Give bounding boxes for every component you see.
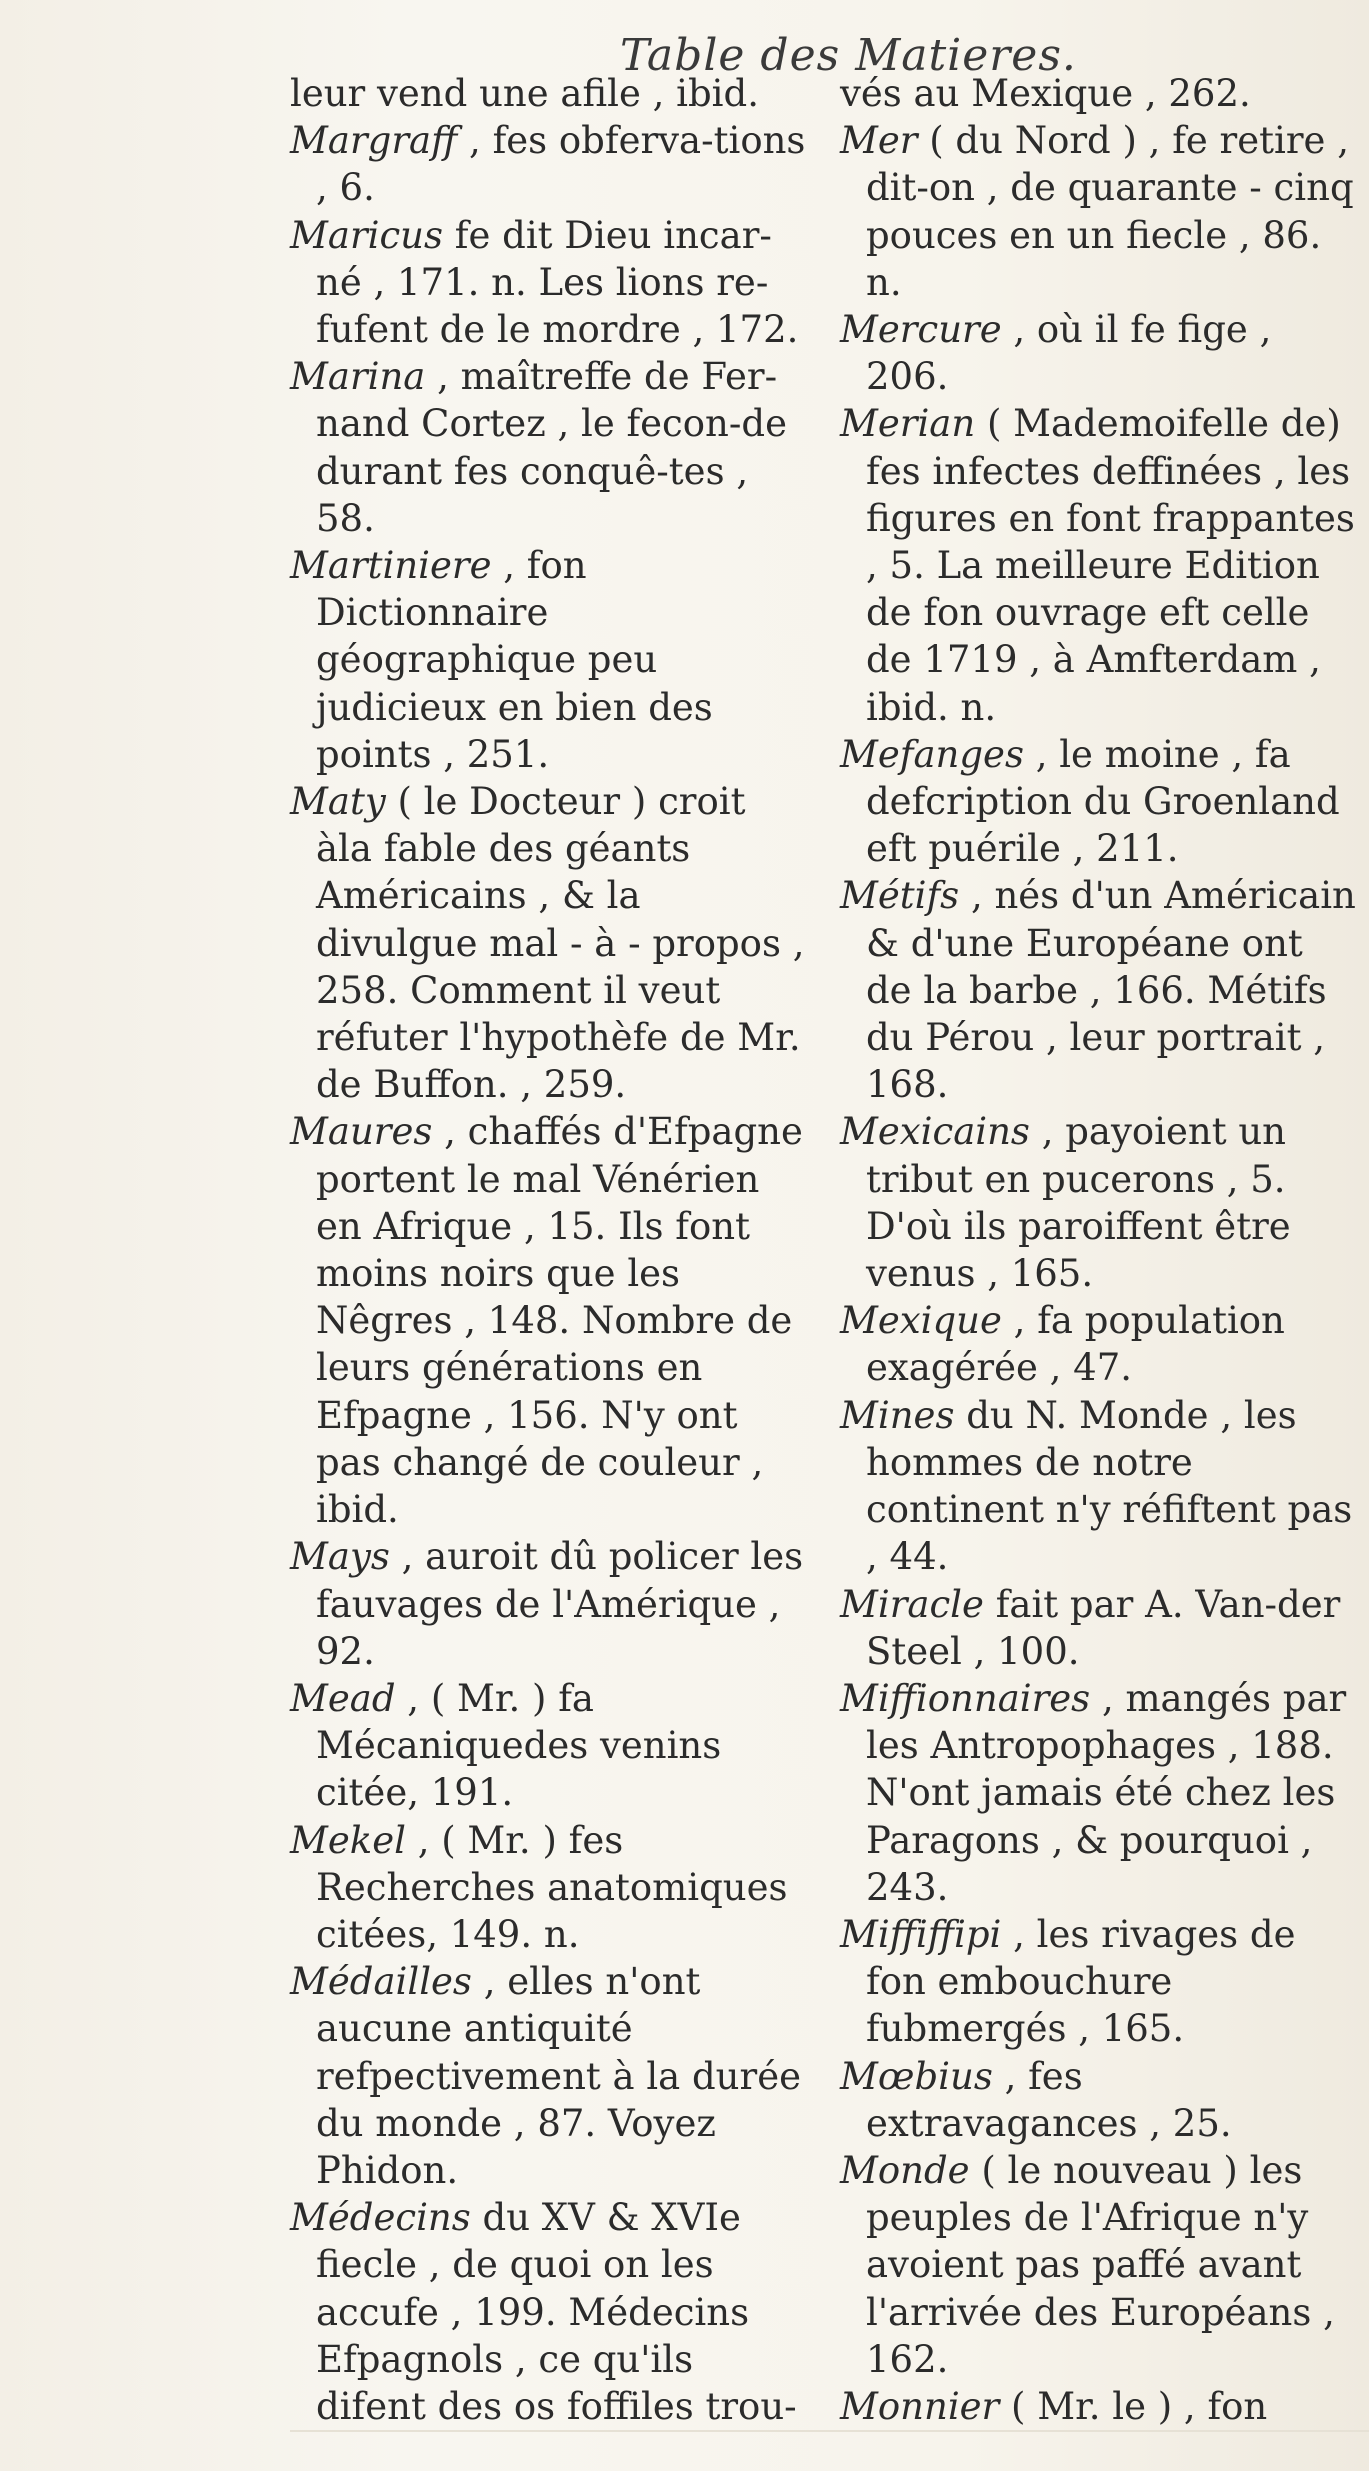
entry-text: ( le Docteur ) croit àla fable des géants Américains , & la divulgue mal - à - propos , 258. Comment il veut réfuter l'hypothèfe de Mr. de Buffon. , 259. [316, 780, 805, 1107]
entry-keyword: Métifs [840, 874, 960, 918]
entry-keyword: Médailles [290, 1960, 472, 2004]
entry-text: , fon Dictionnaire géographique peu judicieux en bien des points , 251. [316, 544, 713, 776]
index-entry [840, 731, 1360, 873]
entry-text: , nés d'un Américain & d'une Européane ont de la barbe , 166. Métifs du Pérou , leur portrait , 168. [866, 874, 1356, 1107]
entry-text: , fes extravagances , 25. [866, 2054, 1232, 2145]
index-entry [840, 117, 1360, 306]
entry-text: , ( Mr. ) fes Recherches anatomiques citées, 149. n. [316, 1818, 788, 1956]
index-entry [840, 1392, 1360, 1581]
entry-keyword: Médecins [290, 2196, 471, 2240]
entry-keyword: Margraff [290, 119, 458, 163]
entry-text: vés au Mexique , 262. [840, 72, 1251, 115]
entry-text: , maîtreffe de Fer-nand Cortez , le fecon-de durant fes conquê-tes , 58. [316, 355, 787, 540]
entry-text: , ( Mr. ) fa Mécaniquedes venins citée, 191. [316, 1676, 722, 1815]
page-header: Table des Matieres. [620, 30, 1077, 81]
index-entry [290, 1675, 810, 1817]
index-entry [290, 1958, 810, 2194]
entry-keyword: Mefanges [840, 732, 1024, 776]
entry-text: ( le nouveau ) les peuples de l'Afrique n'y avoient pas paffé avant l'arrivée des Européans , 162. [866, 2148, 1335, 2381]
entry-text: du XV & XVIe fiecle , de quoi on les accufe , 199. Médecins Efpagnols , ce qu'ils difent des os foffiles trou- [316, 2196, 797, 2428]
left-column [290, 70, 810, 2430]
index-entry [840, 1675, 1360, 1911]
index-entry [290, 778, 810, 1108]
entry-keyword: Mead [290, 1676, 396, 1720]
entry-text: ( Mr. le ) , fon [1011, 2384, 1268, 2428]
entry-keyword: Maures [290, 1110, 433, 1154]
entry-text: fe dit Dieu incar-né , 171. n. Les lions re-fufent de le mordre , 172. [316, 213, 799, 352]
index-entry [290, 542, 810, 778]
entry-keyword: Miffiffipi [840, 1912, 1002, 1956]
entry-keyword: Mines [840, 1393, 955, 1437]
entry-text: , mangés par les Antropophages , 188. N'ont jamais été chez les Paragons , & pourquoi , 243. [866, 1676, 1347, 1909]
entry-keyword: Monde [840, 2148, 970, 2192]
entry-text: , elles n'ont aucune antiquité refpectivement à la durée du monde , 87. Voyez Phidon. [316, 1960, 801, 2192]
entry-text: , les rivages de fon embouchure fubmergés , 165. [866, 1912, 1296, 2051]
index-entry [840, 400, 1360, 730]
index-entry [290, 212, 810, 354]
entry-keyword: Mexicains [840, 1110, 1030, 1154]
entry-text: du N. Monde , les hommes de notre continent n'y réfiftent pas , 44. [866, 1393, 1353, 1579]
entry-text: , fa population exagérée , 47. [866, 1299, 1285, 1390]
right-column [840, 70, 1360, 2430]
index-entry [840, 70, 1360, 117]
entry-keyword: Miffionnaires [840, 1676, 1091, 1720]
index-entry [840, 2383, 1360, 2430]
entry-keyword: Mœbius [840, 2054, 993, 2098]
entry-keyword: Maricus [290, 213, 444, 257]
entry-keyword: Martiniere [290, 544, 492, 588]
entry-keyword: Mer [840, 119, 918, 163]
index-entry [840, 1108, 1360, 1297]
entry-text: fait par A. Van-der Steel , 100. [866, 1582, 1341, 1673]
entry-text: , le moine , fa defcription du Groenland eft puérile , 211. [866, 732, 1340, 871]
index-entry [840, 1911, 1360, 2053]
index-entry [290, 1817, 810, 1959]
entry-keyword: Monnier [840, 2384, 1000, 2428]
entry-text: ( du Nord ) , fe retire , dit-on , de quarante - cinq pouces en un fiecle , 86. n. [866, 119, 1354, 304]
index-entry [840, 2053, 1360, 2147]
entry-keyword: Mays [290, 1535, 390, 1579]
entry-keyword: Miracle [840, 1582, 984, 1626]
index-entry [290, 353, 810, 542]
entry-text: ( Mademoifelle de) fes infectes deffinées , les figures en font frappantes , 5. La meilleure Edition de fon ouvrage eft celle de 1719 , à Amfterdam , ibid. n. [866, 402, 1355, 729]
index-entry [290, 1108, 810, 1533]
entry-keyword: Maty [290, 780, 386, 824]
index-entry [290, 2194, 810, 2430]
entry-text: leur vend une afile , ibid. [290, 72, 759, 115]
index-entry [290, 70, 810, 117]
index-entry [840, 872, 1360, 1108]
entry-text: , chaffés d'Efpagne portent le mal Vénérien en Afrique , 15. Ils font moins noirs que les Nêgres , 148. Nombre de leurs générations en Efpagne , 156. N'y ont pas changé de couleur , ibid. [316, 1110, 803, 1532]
index-entry [290, 117, 810, 211]
index-entry [840, 1297, 1360, 1391]
entry-text: , où il fe fige , 206. [866, 308, 1272, 399]
entry-keyword: Mexique [840, 1299, 1002, 1343]
index-entry [840, 1581, 1360, 1675]
page-edge-divider [290, 2430, 1369, 2432]
entry-text: , auroit dû policer les fauvages de l'Amérique , 92. [316, 1535, 804, 1673]
entry-keyword: Mercure [840, 308, 1002, 352]
index-entry [840, 2147, 1360, 2383]
index-entry [290, 1533, 810, 1675]
index-entry [840, 306, 1360, 400]
entry-keyword: Mekel [290, 1818, 406, 1862]
entry-keyword: Marina [290, 355, 426, 399]
entry-text: , payoient un tribut en pucerons , 5. D'où ils paroiffent être venus , 165. [866, 1110, 1291, 1296]
entry-keyword: Merian [840, 402, 976, 446]
entry-text: , fes obferva-tions , 6. [316, 119, 806, 210]
